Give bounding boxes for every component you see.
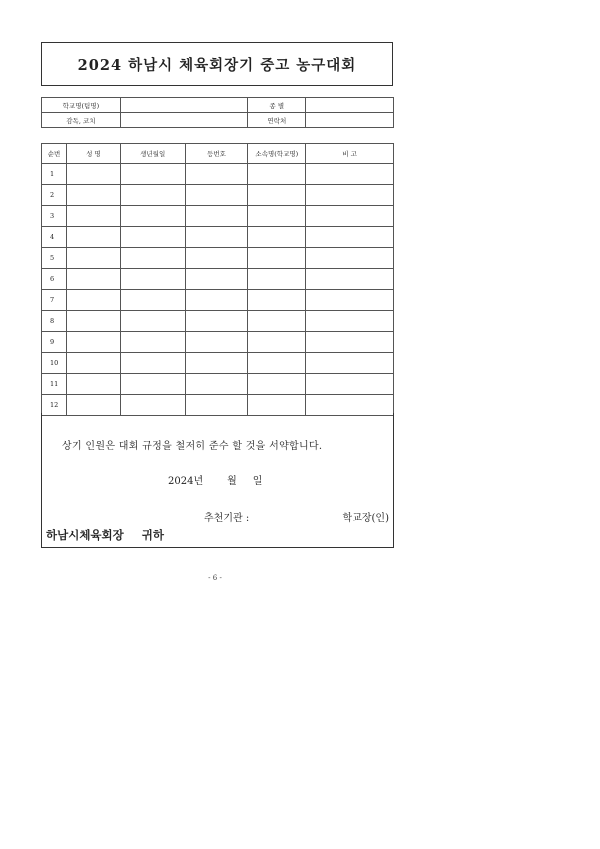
header-name: 성 명 [66, 144, 120, 164]
remarks-cell[interactable] [306, 290, 394, 311]
coach-field[interactable] [120, 113, 248, 128]
remarks-cell[interactable] [306, 248, 394, 269]
row-number: 1 [42, 164, 67, 185]
jersey-cell[interactable] [185, 227, 248, 248]
birthdate-cell[interactable] [120, 269, 185, 290]
date-year: 2024년 [168, 476, 204, 487]
jersey-cell[interactable] [185, 206, 248, 227]
jersey-cell[interactable] [185, 353, 248, 374]
affiliation-cell[interactable] [248, 164, 306, 185]
name-cell[interactable] [66, 374, 120, 395]
birthdate-cell[interactable] [120, 311, 185, 332]
pledge-text: 상기 인원은 대회 규정을 철저히 준수 할 것을 서약합니다. [62, 441, 323, 452]
birthdate-cell[interactable] [120, 374, 185, 395]
name-cell[interactable] [66, 206, 120, 227]
birthdate-cell[interactable] [120, 227, 185, 248]
row-number: 9 [42, 332, 67, 353]
affiliation-cell[interactable] [248, 353, 306, 374]
coach-label: 감독, 코치 [42, 113, 121, 128]
team-info-table [41, 97, 394, 128]
remarks-cell[interactable] [306, 227, 394, 248]
addressee-name: 하남시체육회장 [46, 528, 124, 542]
page-number: - 6 - [208, 574, 222, 582]
remarks-cell[interactable] [306, 353, 394, 374]
date-line [168, 472, 262, 487]
row-number: 6 [42, 269, 67, 290]
header-jersey: 등번호 [185, 144, 248, 164]
affiliation-cell[interactable] [248, 332, 306, 353]
name-cell[interactable] [66, 332, 120, 353]
birthdate-cell[interactable] [120, 248, 185, 269]
header-birthdate: 생년월일 [120, 144, 185, 164]
recommender-label: 추천기관 : [204, 513, 250, 524]
name-cell[interactable] [66, 311, 120, 332]
table-row [42, 269, 394, 290]
date-day: 일 [252, 476, 263, 487]
table-row [42, 353, 394, 374]
row-number: 5 [42, 248, 67, 269]
jersey-cell[interactable] [185, 374, 248, 395]
table-row [42, 164, 394, 185]
roster-header-row [42, 144, 394, 164]
document-title: 2024 하남시 체육회장기 중고 농구대회 [77, 56, 357, 74]
category-label: 종 별 [248, 98, 306, 113]
affiliation-cell[interactable] [248, 311, 306, 332]
name-cell[interactable] [66, 227, 120, 248]
table-row [42, 185, 394, 206]
affiliation-cell[interactable] [248, 269, 306, 290]
affiliation-cell[interactable] [248, 374, 306, 395]
row-number: 11 [42, 374, 67, 395]
affiliation-cell[interactable] [248, 185, 306, 206]
table-row [42, 332, 394, 353]
name-cell[interactable] [66, 353, 120, 374]
affiliation-cell[interactable] [248, 248, 306, 269]
birthdate-cell[interactable] [120, 290, 185, 311]
contact-label: 연락처 [248, 113, 306, 128]
category-field[interactable] [306, 98, 394, 113]
table-row [42, 290, 394, 311]
birthdate-cell[interactable] [120, 353, 185, 374]
contact-field[interactable] [306, 113, 394, 128]
table-row [42, 227, 394, 248]
addressee [46, 527, 164, 543]
row-number: 7 [42, 290, 67, 311]
jersey-cell[interactable] [185, 290, 248, 311]
jersey-cell[interactable] [185, 332, 248, 353]
table-row [42, 206, 394, 227]
jersey-cell[interactable] [185, 164, 248, 185]
principal-signature: 학교장(인) [342, 513, 389, 524]
birthdate-cell[interactable] [120, 185, 185, 206]
birthdate-cell[interactable] [120, 332, 185, 353]
jersey-cell[interactable] [185, 269, 248, 290]
remarks-cell[interactable] [306, 311, 394, 332]
name-cell[interactable] [66, 269, 120, 290]
pledge-box [41, 413, 394, 548]
remarks-cell[interactable] [306, 332, 394, 353]
birthdate-cell[interactable] [120, 206, 185, 227]
jersey-cell[interactable] [185, 311, 248, 332]
row-number: 10 [42, 353, 67, 374]
remarks-cell[interactable] [306, 206, 394, 227]
table-row [42, 311, 394, 332]
header-number: 순번 [42, 144, 67, 164]
table-row [42, 374, 394, 395]
row-number: 4 [42, 227, 67, 248]
name-cell[interactable] [66, 164, 120, 185]
row-number: 3 [42, 206, 67, 227]
title-box [41, 42, 393, 86]
birthdate-cell[interactable] [120, 164, 185, 185]
remarks-cell[interactable] [306, 374, 394, 395]
affiliation-cell[interactable] [248, 227, 306, 248]
date-month: 월 [227, 476, 237, 487]
school-field[interactable] [120, 98, 248, 113]
addressee-suffix: 귀하 [141, 528, 164, 542]
affiliation-cell[interactable] [248, 290, 306, 311]
jersey-cell[interactable] [185, 248, 248, 269]
row-number: 8 [42, 311, 67, 332]
remarks-cell[interactable] [306, 185, 394, 206]
name-cell[interactable] [66, 290, 120, 311]
name-cell[interactable] [66, 185, 120, 206]
row-number: 12 [42, 395, 67, 416]
remarks-cell[interactable] [306, 164, 394, 185]
school-label: 학교명(팀명) [42, 98, 121, 113]
affiliation-cell[interactable] [248, 206, 306, 227]
header-affiliation: 소속명(학교명) [248, 144, 306, 164]
name-cell[interactable] [66, 248, 120, 269]
remarks-cell[interactable] [306, 269, 394, 290]
header-remarks: 비 고 [306, 144, 394, 164]
info-row-school [42, 98, 394, 113]
info-row-coach [42, 113, 394, 128]
row-number: 2 [42, 185, 67, 206]
player-roster-table [41, 143, 394, 416]
jersey-cell[interactable] [185, 185, 248, 206]
table-row [42, 248, 394, 269]
